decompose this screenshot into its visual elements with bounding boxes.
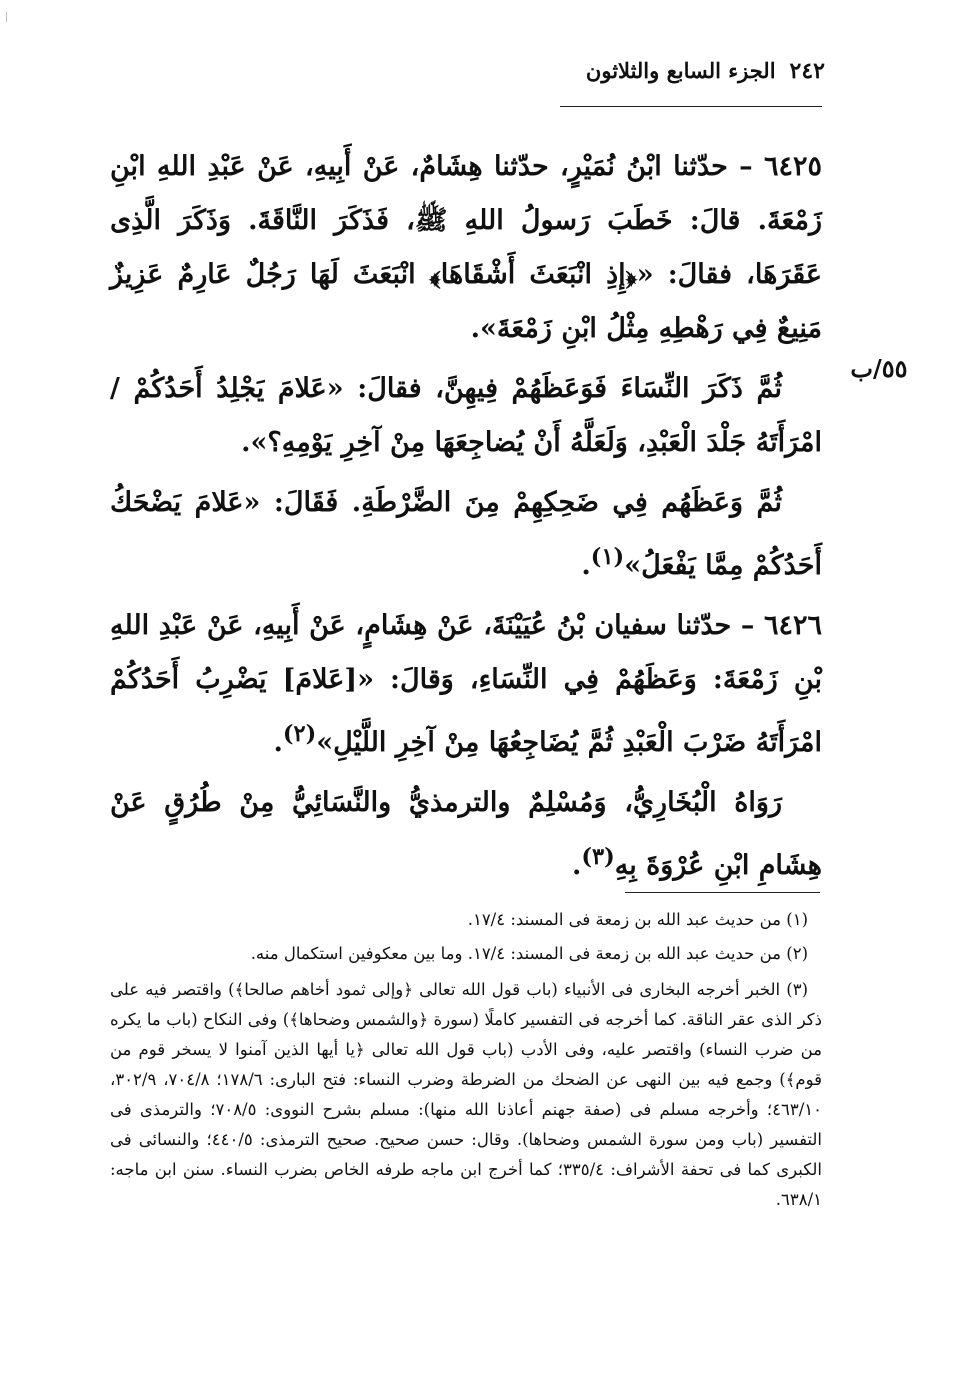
hadith-text: – حدّثنا ابْنُ نُمَيْرٍ، حدّثنا هِشَامٌ، عَنْ أَبِيهِ، عَنْ عَبْدِ اللهِ ابْنِ زَمْعَةَ. قالَ: خَطَبَ رَسولُ اللهِ ﷺ، فَذَكَرَ النَّاقَةَ. وَذَكَرَ الَّذِى عَقَرَهَا، فقالَ: «﴿إِذِ انْبَعَثَ أَشْقَاهَا﴾ انْبَعَثَ لَهَا رَجُلٌ عَارِمٌ عَزِيزٌ مَنِيعٌ فِي رَهْطِهِ مِثْلُ ابْنِ زَمْعَةَ».: [110, 151, 822, 344]
header-rule: [560, 106, 822, 107]
paragraph-end: .: [571, 850, 582, 881]
footnote-ref-1: (١): [590, 544, 625, 570]
page-edge-mark: [6, 12, 7, 22]
hadith-6425-paragraph: [110, 140, 822, 356]
footnotes: [110, 905, 822, 1219]
footnote-3: (٣) الخبر أخرجه البخارى فى الأنبياء (باب قول الله تعالى ﴿وإلى ثمود أخاهم صالحا﴾) واقتصر فيه على ذكر الذى عقر الناقة. كما أخرجه فى التفسير كاملًا (سورة ﴿والشمس وضحاها﴾) وفى النكاح (باب ما يكره من ضرب النساء) واقتصر عليه، وفى الأدب (باب قول الله تعالى ﴿يا أيها الذين آمنوا لا يسخر قوم من قوم﴾) وجمع فيه بين النهى عن الضحك من الضرطة وضرب النساء: فتح البارى: ١٧٨/٦؛ ٧٠٤/٨، ٣٠٢/٩، ٤٦٣/١٠؛ وأخرجه مسلم فى (صفة جهنم أعاذنا الله منها): مسلم بشرح النووى: ٧٠٨/٥؛ والترمذى فى التفسير (باب ومن سورة الشمس وضحاها). وقال: حسن صحيح. صحيح الترمذى: ٤٤٠/٥؛ والنسائى فى الكبرى كما فى تحفة الأشراف: ٣٣٥/٤؛ كما أخرج ابن ماجه طرفه الخاص بضرب النساء. سنن ابن ماجه: ٦٣٨/١.: [110, 980, 823, 1209]
main-text: [110, 140, 822, 899]
footnote-2: (٢) من حديث عبد الله بن زمعة فى المسند: ١٧/٤. وما بين معكوفين استكمال منه.: [250, 944, 808, 963]
paragraph-text: رَوَاهُ الْبُخَارِيُّ، وَمُسْلِمٌ والترمذيُّ والنَّسَائِيُّ مِنْ طُرُقٍ عَنْ هِشَامِ ابْنِ عُرْوَةَ بِهِ: [110, 787, 822, 881]
page-header: [540, 58, 825, 84]
footnote-ref-2: (٢): [282, 721, 317, 747]
page-number: ٢٤٢: [789, 58, 825, 84]
footnote-ref-3: (٣): [581, 844, 615, 870]
hadith-number: ٦٤٢٦: [763, 610, 822, 641]
footnote-rule: [625, 892, 820, 893]
part-title: الجزء السابع والثلاثون: [585, 58, 776, 83]
hadith-6425-paragraph-2: ثُمَّ ذَكَرَ النِّسَاءَ فَوَعَظَهُمْ فِيهِنَّ، فقالَ: «عَلامَ يَجْلِدُ أَحَدُكُمْ / امْرَأَتَهُ جَلْدَ الْعَبْدِ، وَلَعَلَّهُ أَنْ يُضاجِعَهَا مِنْ آخِرِ يَوْمِهِ؟».: [110, 373, 822, 458]
paragraph-end: .: [581, 550, 591, 581]
hadith-6425-paragraph-3: [110, 476, 822, 593]
manuscript-folio-note: ٥٥/ب: [850, 354, 908, 383]
hadith-6426-paragraph-2: [110, 776, 822, 893]
paragraph-end: .: [273, 727, 283, 758]
hadith-text: – حدّثنا سفيان بْنُ عُيَيْنَةَ، عَنْ هِشَامٍ، عَنْ أَبِيهِ، عَنْ عَبْدِ اللهِ بْنِ زَمْعَةَ: وَعَظَهُمْ فِي النِّسَاءِ، وَقالَ: «[عَلامَ] يَضْرِبُ أَحَدُكُمْ امْرَأَتَهُ ضَرْبَ الْعَبْدِ ثُمَّ يُضَاجِعُهَا مِنْ آخِرِ اللَّيْلِ»: [110, 610, 822, 758]
hadith-6426-paragraph: [110, 599, 822, 770]
hadith-number: ٦٤٢٥: [763, 151, 822, 182]
paragraph-text: ثُمَّ وَعَظَهُم فِي ضَحِكِهِمْ مِنَ الضَّرْطَةِ. فَقَالَ: «عَلامَ يَضْحَكُ أَحَدُكُمْ مِمَّا يَفْعَلُ»: [110, 487, 822, 581]
footnote-1: (١) من حديث عبد الله بن زمعة فى المسند: ١٧/٤.: [467, 910, 808, 929]
